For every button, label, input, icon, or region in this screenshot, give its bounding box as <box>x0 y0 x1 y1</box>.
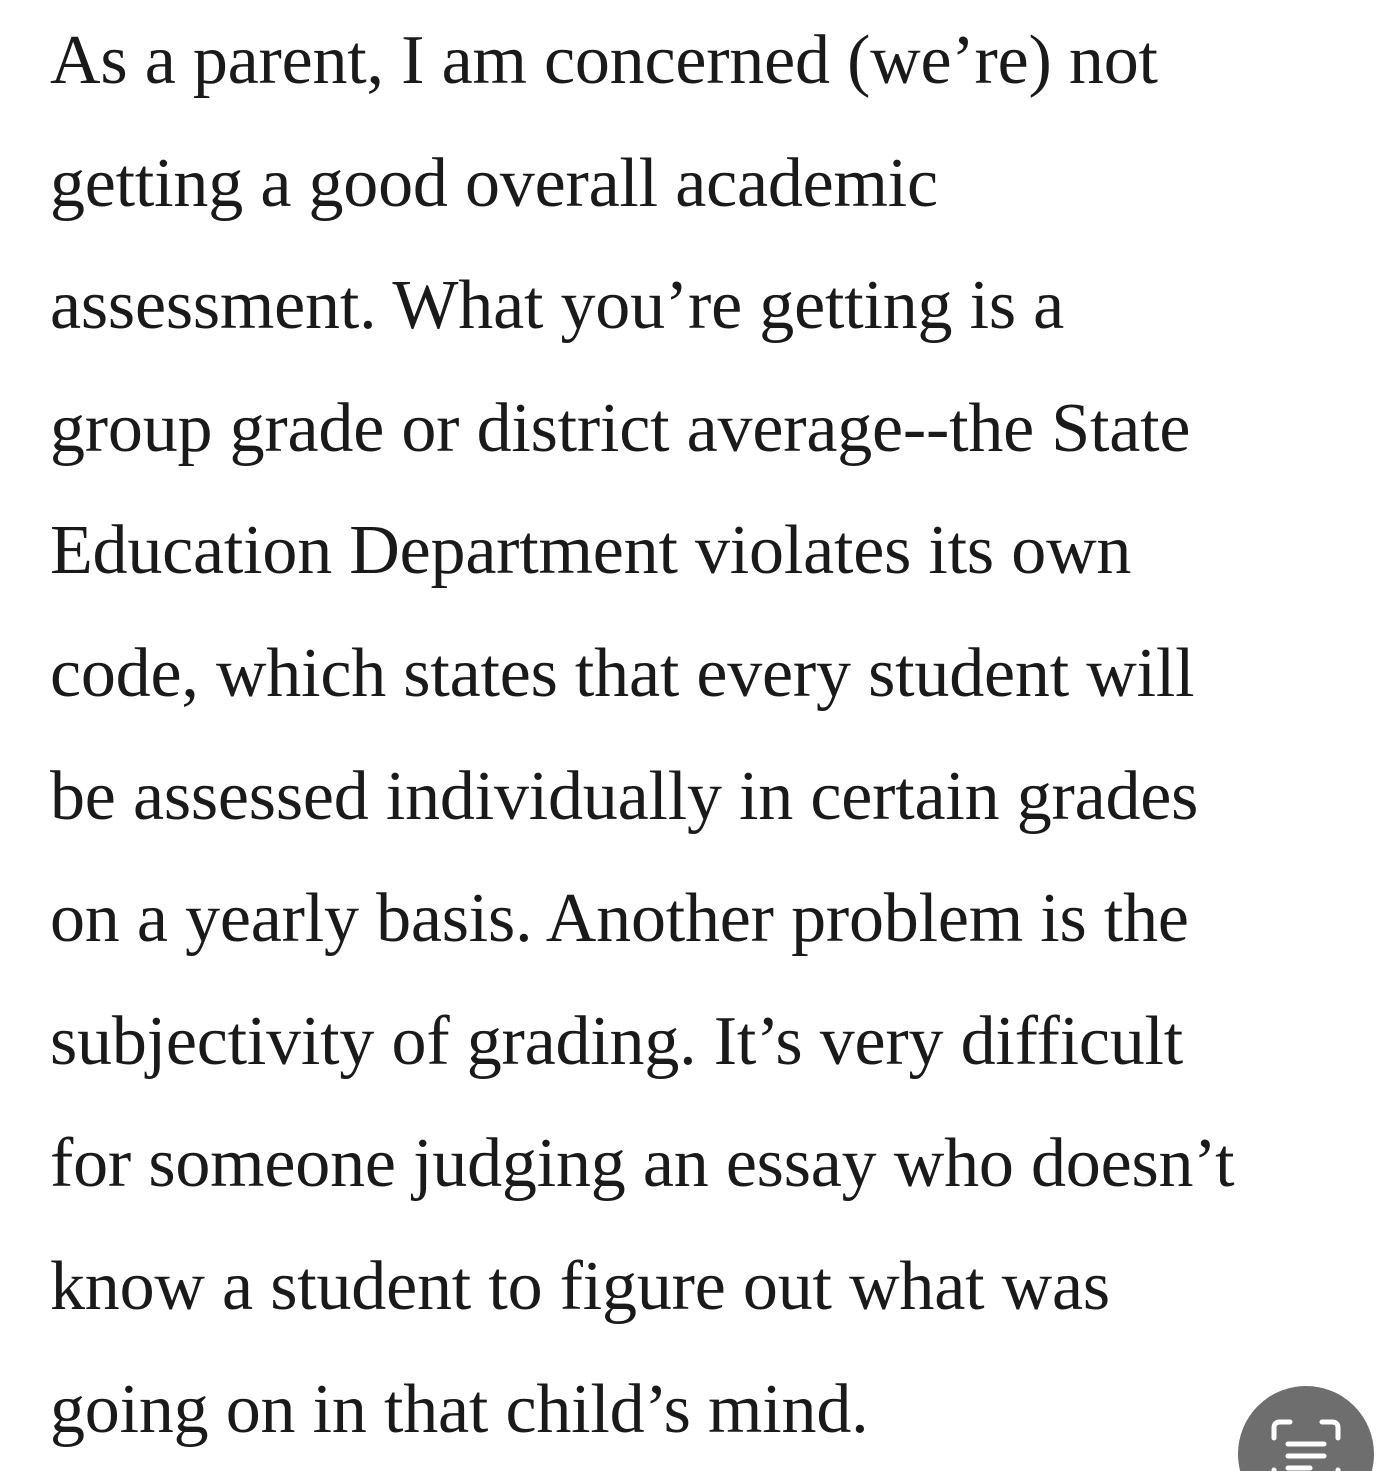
article-paragraph <box>50 0 1380 1471</box>
paragraph-line: getting a good overall academic <box>50 144 938 222</box>
text-scan-icon <box>1266 1414 1346 1471</box>
paragraph-line: for someone judging an essay who doesn’t <box>50 1125 1235 1203</box>
paragraph-line: know a student to figure out what was <box>50 1247 1110 1325</box>
paragraph-line: going on in that child’s mind. <box>50 1370 869 1448</box>
paragraph-line: As a parent, I am concerned (we’re) not <box>50 22 1158 99</box>
paragraph-line: assessment. What you’re getting is a <box>50 267 1065 345</box>
paragraph-line: code, which states that every student will <box>50 634 1195 712</box>
paragraph-line: group grade or district average--the State <box>50 389 1191 467</box>
paragraph-line: subjectivity of grading. It’s very difficult <box>50 1002 1184 1080</box>
paragraph-line: Education Department violates its own <box>50 512 1132 590</box>
paragraph-line: on a yearly basis. Another problem is the <box>50 880 1189 958</box>
paragraph-line: be assessed individually in certain grades <box>50 757 1199 835</box>
